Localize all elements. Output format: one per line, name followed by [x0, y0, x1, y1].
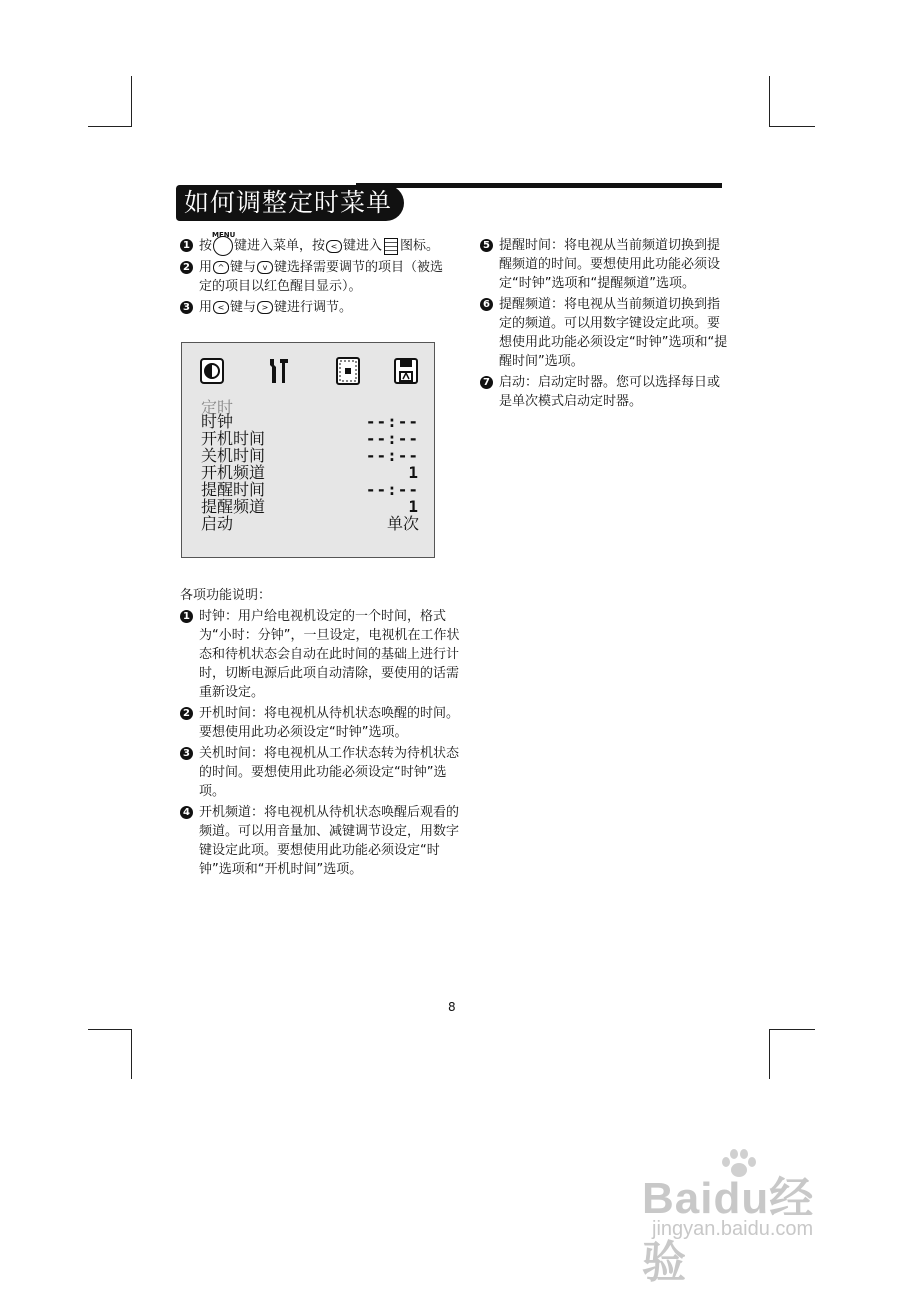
item-number: 3 — [180, 747, 193, 760]
watermark-url: jingyan.baidu.com — [652, 1218, 814, 1240]
step-text: 用 — [199, 300, 213, 315]
item-text: 时钟：用户给电视机设定的一个时间，格式为“小时：分钟”，一旦设定，电视机在工作状态和待机状态会自动在此时间的基础上进行计时，切断电源后此项自动清除，要使用的话需重新设定。 — [199, 609, 460, 700]
item-number: 4 — [180, 806, 193, 819]
menu-item-value: --:-- — [365, 429, 419, 448]
function-item — [480, 373, 728, 411]
step-text: 键进行调节。 — [274, 300, 353, 315]
instruction-steps — [180, 231, 455, 319]
timer-icon — [336, 357, 360, 385]
function-descriptions-continued — [480, 236, 728, 413]
item-number: 1 — [180, 610, 193, 623]
step-item — [180, 258, 455, 296]
timer-menu-screen — [181, 342, 435, 558]
crop-mark — [88, 1029, 132, 1030]
crop-mark — [131, 76, 132, 126]
up-key-icon: ^ — [213, 261, 229, 274]
step-number: 3 — [180, 301, 193, 314]
function-heading: 各项功能说明： — [180, 588, 272, 603]
crop-mark — [88, 126, 132, 127]
step-text: 键与 — [230, 260, 257, 275]
left-key-icon: < — [326, 240, 342, 253]
crop-mark — [131, 1029, 132, 1079]
menu-item-activate[interactable] — [201, 515, 419, 532]
menu-items — [201, 413, 419, 532]
down-key-icon: v — [257, 261, 273, 274]
menu-item-label: 开机频道 — [201, 463, 266, 482]
function-item — [480, 236, 728, 293]
item-text: 提醒频道：将电视从当前频道切换到指定的频道。可以用数字键设定此项。要想使用此功能必须设定“时钟”选项和“提醒时间”选项。 — [499, 297, 728, 369]
item-text: 启动：启动定时器。您可以选择每日或是单次模式启动定时器。 — [499, 375, 721, 409]
watermark-brand: Baidu经验 — [642, 1174, 815, 1287]
tools-icon — [266, 357, 290, 385]
step-number: 1 — [180, 239, 193, 252]
right-key-icon: > — [257, 301, 273, 314]
menu-item-value: --:-- — [365, 412, 419, 431]
menu-item-value: --:-- — [365, 480, 419, 499]
step-text: 按 — [199, 238, 213, 254]
function-item — [180, 704, 460, 742]
menu-item-label: 提醒时间 — [201, 480, 266, 499]
menu-item-clock[interactable] — [201, 413, 419, 430]
menu-item-value: --:-- — [365, 446, 419, 465]
menu-item-label: 启动 — [201, 514, 234, 533]
function-item — [180, 744, 460, 801]
step-text: 键与 — [230, 300, 257, 315]
menu-item-label: 开机时间 — [201, 429, 266, 448]
left-key-icon: < — [213, 301, 229, 314]
item-text: 开机时间：将电视机从待机状态唤醒的时间。要想使用此功必须设定“时钟”选项。 — [199, 706, 460, 740]
item-number: 6 — [480, 298, 493, 311]
step-text: 键进入 — [343, 238, 383, 254]
function-item — [180, 803, 460, 879]
step-number: 2 — [180, 261, 193, 274]
step-text: 用 — [199, 260, 213, 275]
title-rule — [356, 183, 722, 188]
menu-item-value: 单次 — [386, 514, 419, 533]
function-descriptions — [180, 586, 460, 881]
crop-mark — [769, 76, 770, 126]
menu-item-value: 1 — [408, 463, 419, 482]
step-item — [180, 231, 455, 256]
menu-item-remind-time[interactable] — [201, 481, 419, 498]
page-title: 如何调整定时菜单 — [176, 185, 404, 221]
item-number: 5 — [480, 239, 493, 252]
item-number: 7 — [480, 376, 493, 389]
function-item — [180, 607, 460, 702]
menu-key-icon — [212, 231, 236, 256]
function-item — [480, 295, 728, 371]
item-text: 开机频道：将电视机从待机状态唤醒后观看的频道。可以用音量加、减键调节设定，用数字键设定此项。要想使用此功能必须设定“时钟”选项和“开机时间”选项。 — [199, 805, 460, 877]
section-header — [176, 183, 722, 223]
baidu-watermark — [640, 1148, 850, 1287]
crop-mark — [769, 126, 815, 127]
menu-item-off-time[interactable] — [201, 447, 419, 464]
item-number: 2 — [180, 707, 193, 720]
menu-item-value: 1 — [408, 497, 419, 516]
menu-item-label: 时钟 — [201, 412, 234, 431]
page-number: 8 — [448, 1000, 456, 1014]
crop-mark — [769, 1029, 770, 1079]
item-text: 关机时间：将电视机从工作状态转为待机状态的时间。要想使用此功能必须设定“时钟”选项。 — [199, 746, 460, 799]
timer-menu-icon — [384, 238, 398, 255]
menu-item-label: 提醒频道 — [201, 497, 266, 516]
crop-mark — [769, 1029, 815, 1030]
menu-item-on-time[interactable] — [201, 430, 419, 447]
step-text: 键进入菜单，按 — [234, 238, 326, 254]
step-text: 图标。 — [400, 238, 440, 254]
save-icon — [394, 357, 418, 385]
step-item — [180, 298, 455, 317]
menu-key-label: MENU — [212, 231, 236, 239]
menu-item-label: 关机时间 — [201, 446, 266, 465]
menu-item-on-channel[interactable] — [201, 464, 419, 481]
menu-item-remind-channel[interactable] — [201, 498, 419, 515]
menu-icon-bar — [200, 357, 416, 387]
step-text: 键选择需要调节的项目（被选定的项目以红色醒目显示）。 — [199, 260, 444, 294]
item-text: 提醒时间：将电视从当前频道切换到提醒频道的时间。要想使用此功能必须设定“时钟”选项和“提醒频道”选项。 — [499, 238, 721, 291]
picture-icon — [200, 357, 224, 385]
menu-section-title: 定时 — [201, 398, 234, 417]
